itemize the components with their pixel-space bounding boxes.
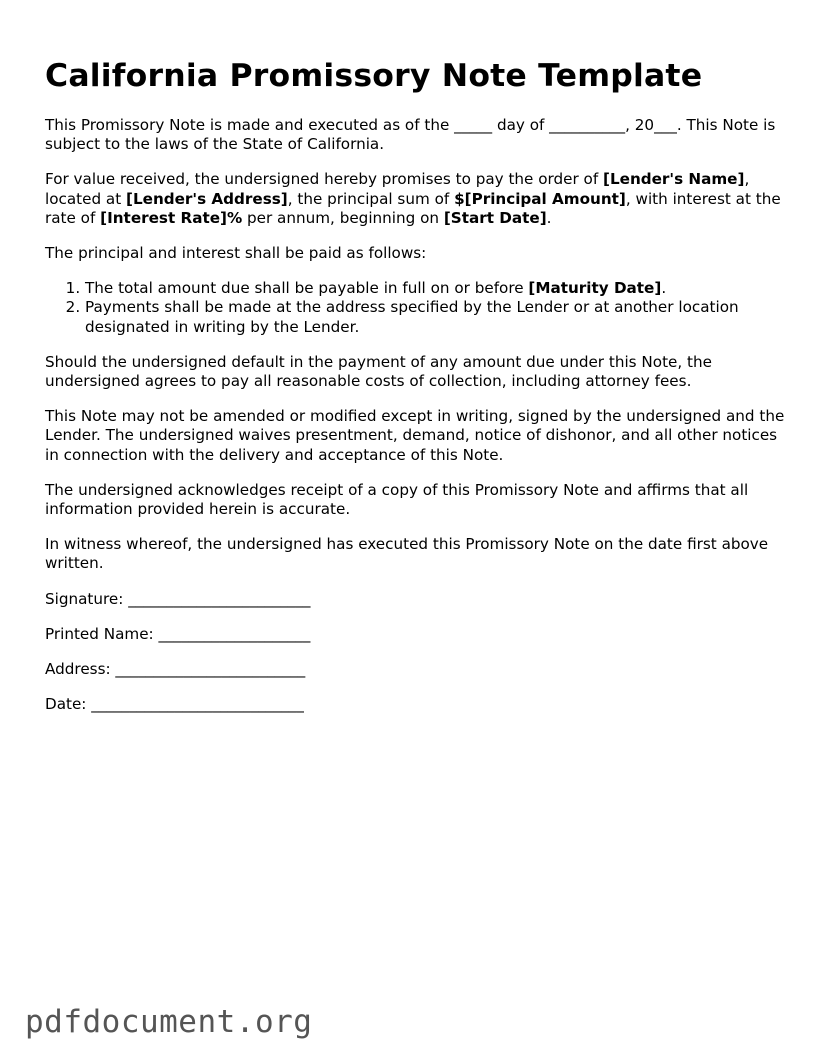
amendment-paragraph: This Note may not be amended or modified except in writing, signed by the undersigned and the Lender. The undersigned waives presentment, demand, notice of dishonor, and all other notices in connection with the delivery and acceptance of this Note. <box>45 407 785 464</box>
payment-terms-list <box>45 279 785 337</box>
value-clause-text-1: For value received, the undersigned hereby promises to pay the order of <box>45 170 604 189</box>
value-clause-text-6: . <box>546 208 552 227</box>
site-watermark: pdfdocument.org <box>25 1004 313 1040</box>
value-clause-text-3: , the principal sum of <box>287 189 455 208</box>
payment-intro-paragraph: The principal and interest shall be paid as follows: <box>45 244 427 263</box>
value-clause-paragraph <box>45 170 785 228</box>
principal-amount-placeholder: $[Principal Amount] <box>454 189 626 208</box>
interest-rate-placeholder: [Interest Rate]% <box>100 208 243 227</box>
intro-paragraph: This Promissory Note is made and executed as of the _____ day of __________, 20___. This Note is subject to the laws of the State of California. <box>45 116 776 154</box>
witness-paragraph: In witness whereof, the undersigned has executed this Promissory Note on the date first above written. <box>45 535 769 573</box>
start-date-placeholder: [Start Date] <box>443 208 547 227</box>
document-page <box>45 56 785 730</box>
date-line: Date: ____________________________ <box>45 695 304 714</box>
payment-term-item <box>85 279 785 298</box>
value-clause-text-4: , with interest at the rate of <box>45 189 781 227</box>
lender-name-placeholder: [Lender's Name] <box>603 170 745 189</box>
signature-line: Signature: ________________________ <box>45 589 311 608</box>
page-title: California Promissory Note Template <box>45 58 703 94</box>
maturity-date-placeholder: [Maturity Date] <box>528 279 662 298</box>
address-line: Address: _________________________ <box>45 660 306 679</box>
payment-term-item: 2. Payments shall be made at the address specified by the Lender or at another location designated in writing by the Lender. <box>85 298 785 336</box>
acknowledge-paragraph: The undersigned acknowledges receipt of a copy of this Promissory Note and affirms that all information provided herein is accurate. <box>45 480 749 519</box>
printed-name-line: Printed Name: ____________________ <box>45 624 311 643</box>
payment-term-1-end: . <box>661 279 667 298</box>
payment-term-1-text: The total amount due shall be payable in full on or before <box>85 279 529 298</box>
value-clause-text-5: per annum, beginning on <box>242 208 444 227</box>
value-clause-text-2: , located at <box>45 170 750 208</box>
lender-address-placeholder: [Lender's Address] <box>126 189 288 208</box>
default-paragraph: Should the undersigned default in the payment of any amount due under this Note, the undersigned agrees to pay all reasonable costs of collection, including attorney fees. <box>45 352 712 391</box>
